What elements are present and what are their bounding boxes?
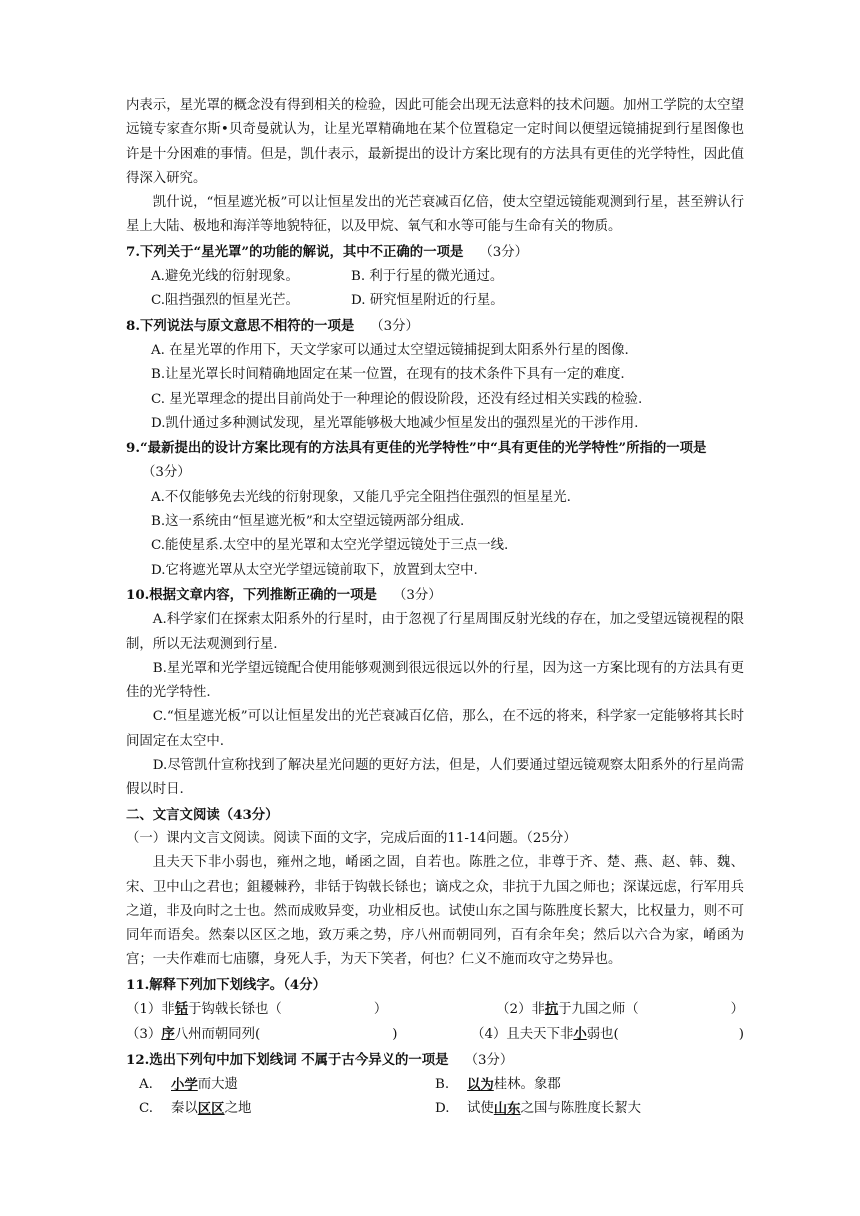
q8-option-c: C. 星光罩理念的提出目前尚处于一种理论的假设阶段，还没有经过相关实践的检验. bbox=[151, 391, 643, 407]
q8-option-a: A. 在星光罩的作用下，天文学家可以通过太空望远镜捕捉到太阳系外行星的图像. bbox=[151, 342, 629, 358]
q11-item-1: （1）非铦于钩戟长铩也（ ） bbox=[126, 1000, 388, 1017]
q10-option-a: A.科学家们在探索太阳系外的行星时，由于忽视了行星周围反射光线的存在，加之受望远镜视程的限制，所以无法观测到行星. bbox=[126, 612, 744, 652]
q11-row bbox=[126, 1022, 744, 1047]
section-2-instruction: （一）课内文言文阅读。阅读下面的文字，完成后面的11-14问题。（25分） bbox=[126, 830, 577, 846]
q12-options-row bbox=[126, 1073, 744, 1097]
q12-option-b: B. 以为 桂林。象郡 bbox=[435, 1076, 561, 1093]
question-7-stem: 7.下列关于“星光罩”的功能的解说，其中不正确的一项是 （3分） bbox=[126, 243, 529, 260]
q12-option-c: C. 秦以 区区 之地 bbox=[139, 1101, 252, 1118]
q9-option-a: A.不仅能够免去光线的衍射现象，又能几乎完全阻挡住强烈的恒星星光. bbox=[151, 489, 571, 505]
q11-item-3: （3）序八州而朝同列( ) bbox=[126, 1026, 398, 1043]
q12-option-a: A. 小学 而大遗 bbox=[139, 1076, 238, 1093]
question-9-stem: 9.“最新提出的设计方案比现有的方法具有更佳的光学特性”中“具有更佳的光学特性”所指的一项是（3分） bbox=[126, 440, 707, 481]
q7-option-d: D. 研究恒星附近的行星。 bbox=[351, 293, 504, 309]
classical-passage: 且夫天下非小弱也，雍州之地，崤函之固，自若也。陈胜之位，非尊于齐、楚、燕、赵、韩、魏、宋、卫中山之君也；鉏耰棘矜，非铦于钩戟长铩也；谪戍之众，非抗于九国之师也；深谋远虑，行军用兵之道，非及向时之士也。然而成败异变，功业相反也。试使山东之国与陈胜度长絜大，比权量力，则不可同年而语矣。然秦以区区之地，致万乘之势，序八州而朝同列，百有余年矣；然后以六合为家，崤函为宫；一夫作难而七庙隳，身死人手，为天下笑者，何也？仁义不施而攻守之势异也。 bbox=[126, 855, 744, 968]
passage-paragraph: 凯什说，“恒星遮光板”可以让恒星发出的光芒衰减百亿倍，使太空望远镜能观测到行星，甚至辨认行星上大陆、极地和海洋等地貌特征，以及甲烷、氧气和水等可能与生命有关的物质。 bbox=[126, 195, 744, 235]
q9-option-c: C.能使星系.太空中的星光罩和太空光学望远镜处于三点一线. bbox=[151, 538, 509, 554]
q8-option-d: D.凯什通过多种测试发现，星光罩能够极大地减少恒星发出的强烈星光的干涉作用. bbox=[151, 415, 639, 431]
question-8-stem: 8.下列说法与原文意思不相符的一项是 （3分） bbox=[126, 317, 419, 334]
q12-options-row bbox=[126, 1097, 744, 1121]
passage-paragraph: 内表示，星光罩的概念没有得到相关的检验，因此可能会出现无法意料的技术问题。加州工学院的太空望远镜专家查尔斯•贝奇曼就认为，让星光罩精确地在某个位置稳定一定时间以便望远镜捕捉到行星图像也许是十分困难的事情。但是，凯什表示，最新提出的设计方案比现有的方法具有更佳的光学特性，因此值得深入研究。 bbox=[126, 98, 744, 186]
q10-option-c: C.“恒星遮光板”可以让恒星发出的光芒衰减百亿倍，那么，在不远的将来，科学家一定能够将其长时间固定在太空中. bbox=[126, 709, 744, 749]
q7-option-b: B. 利于行星的微光通过。 bbox=[351, 269, 504, 285]
q9-option-b: B.这一系统由“恒星遮光板”和太空望远镜两部分组成. bbox=[151, 514, 465, 530]
q8-option-b: B.让星光罩长时间精确地固定在某一位置，在现有的技术条件下具有一定的难度. bbox=[151, 367, 625, 383]
q11-row bbox=[126, 997, 744, 1022]
q10-option-d: D.尽管凯什宣称找到了解决星光问题的更好方法，但是，人们要通过望远镜观察太阳系外的行星尚需假以时日. bbox=[126, 758, 744, 798]
question-11-stem: 11.解释下列加下划线字。（4分） bbox=[126, 976, 326, 993]
q10-option-b: B.星光罩和光学望远镜配合使用能够观测到很远很远以外的行星，因为这一方案比现有的方法具有更佳的光学特性. bbox=[126, 660, 744, 701]
q7-options-row bbox=[126, 289, 744, 313]
q7-option-a: A.避免光线的衍射现象。 bbox=[151, 269, 299, 285]
q7-options-row bbox=[126, 265, 744, 289]
q7-option-c: C.阻挡强烈的恒星光芒。 bbox=[151, 293, 299, 309]
q12-option-d: D. 试使 山东 之国与陈胜度长絜大 bbox=[435, 1101, 642, 1118]
q11-item-4: （4）且夫天下非小弱也( ) bbox=[471, 1026, 744, 1043]
section-2-title: 二、文言文阅读（43分） bbox=[126, 806, 279, 823]
q11-item-2: （2）非抗于九国之师（ ） bbox=[496, 1000, 744, 1017]
question-12-stem: 12.选出下列句中加下划线词 不属于古今异义的一项是 （3分） bbox=[126, 1051, 514, 1068]
question-10-stem: 10.根据文章内容，下列推断正确的一项是 （3分） bbox=[126, 586, 442, 603]
q9-option-d: D.它将遮光罩从太空光学望远镜前取下，放置到太空中. bbox=[151, 562, 478, 578]
exam-page bbox=[126, 94, 744, 1121]
